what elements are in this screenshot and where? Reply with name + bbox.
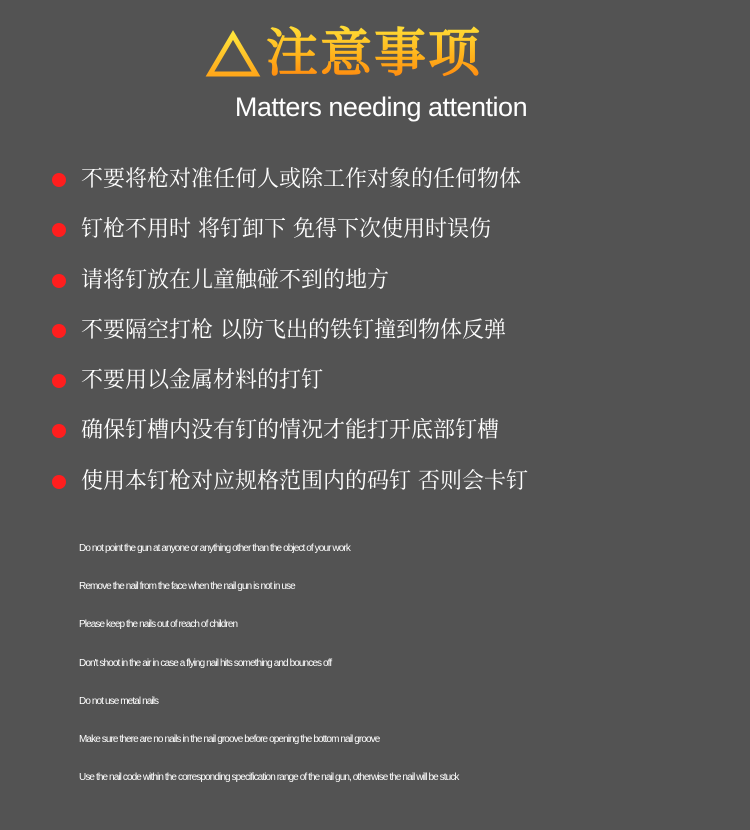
note-text-cn: 使用本钉枪对应规格范围内的码钉 否则会卡钉 [81, 468, 528, 494]
header [0, 0, 750, 140]
chinese-notes-list [0, 155, 750, 507]
note-text-en: Don't shoot in the air in case a flying nail hits something and bounces off [79, 657, 332, 669]
note-text-cn: 请将钉放在儿童触碰不到的地方 [81, 267, 390, 293]
list-item [0, 256, 750, 306]
bullet-dot-icon [52, 223, 66, 237]
note-text-cn: 不要用以金属材料的打钉 [81, 368, 324, 394]
note-text-cn: 不要将枪对准任何人或除工作对象的任何物体 [81, 167, 522, 192]
note-text-en: Do not point the gun at anyone or anything other than the object of your work [79, 543, 350, 554]
note-text-en: Please keep the nails out of reach of children [79, 619, 238, 631]
bullet-dot-icon [52, 274, 66, 288]
list-item [0, 457, 750, 507]
note-text-en: Make sure there are no nails in the nail groove before opening the bottom nail groove [79, 733, 380, 745]
list-item [0, 406, 750, 456]
list-item [0, 356, 750, 406]
note-text-cn: 确保钉槽内没有钉的情况才能打开底部钉槽 [81, 418, 500, 444]
bullet-dot-icon [52, 424, 66, 438]
note-text-en: Do not use metal nails [79, 695, 159, 707]
page-subtitle: Matters needing attention [234, 92, 528, 122]
note-text-cn: 不要隔空打枪 以防飞出的铁钉撞到物体反弹 [81, 317, 506, 343]
note-text-en: Remove the nail from the face when the nail gun is not in use [79, 581, 295, 593]
note-text-cn: 钉枪不用时 将钉卸下 免得下次使用时误伤 [81, 217, 491, 243]
bullet-dot-icon [52, 324, 66, 338]
bullet-dot-icon [52, 475, 66, 489]
list-item [0, 155, 750, 205]
page-title: 注意事项 [266, 24, 483, 84]
english-notes-list [0, 530, 750, 797]
warning-triangle-icon [205, 30, 261, 80]
note-text-en: Use the nail code within the corresponding specification range of the nail gun, otherwise the nail will be stuck [79, 772, 459, 784]
list-item [0, 306, 750, 356]
bullet-dot-icon [52, 173, 66, 187]
list-item [0, 205, 750, 255]
bullet-dot-icon [52, 374, 66, 388]
